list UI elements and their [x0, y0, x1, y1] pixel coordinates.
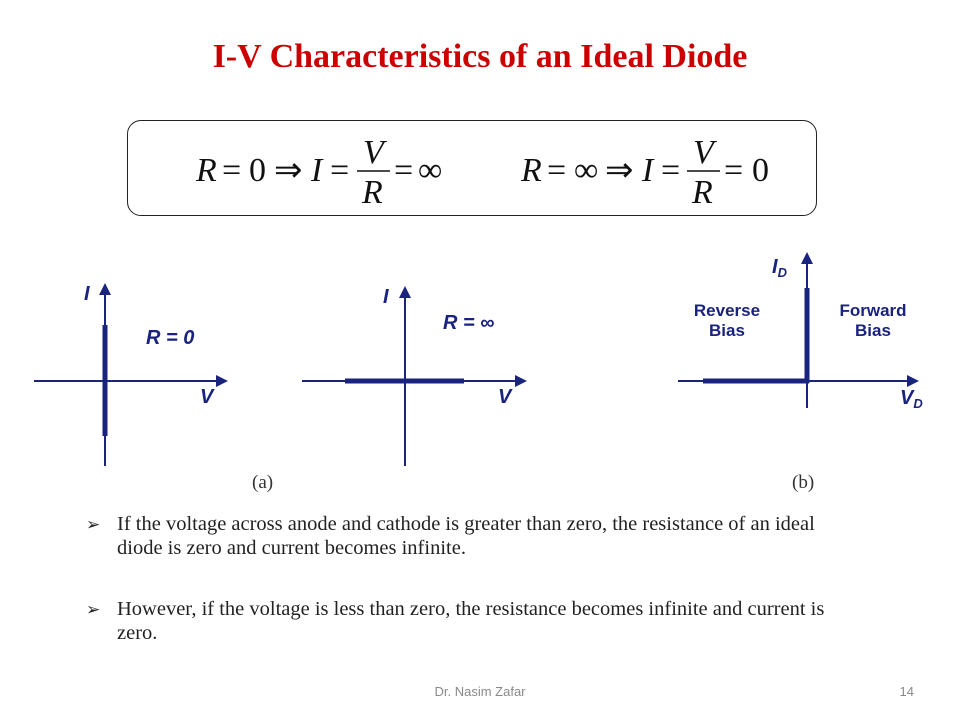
- eq-right-r: R: [521, 152, 542, 189]
- slide-title: I-V Characteristics of an Ideal Diode: [212, 38, 748, 75]
- eq-left-r: R: [196, 152, 217, 189]
- eq-left-result: ∞: [418, 152, 443, 189]
- reverse-bias-label-line1: Reverse: [693, 301, 761, 320]
- eq-left-equals3: =: [394, 152, 414, 189]
- eq-right-numerator: V: [693, 134, 714, 171]
- bullet-list: [86, 512, 846, 682]
- graph-r-zero: [34, 283, 226, 466]
- eq-left-numerator: V: [363, 134, 384, 171]
- caption-a: (a): [252, 472, 274, 493]
- eq-right-equals3: =: [724, 152, 744, 189]
- equation-box: [127, 120, 817, 216]
- equations-svg: [128, 121, 818, 217]
- eq-left-i: I: [311, 152, 323, 189]
- eq-right-result: 0: [752, 152, 769, 189]
- iv-graphs: [0, 240, 960, 500]
- graph1-r-label: R = 0: [146, 327, 195, 349]
- graph1-x-label: V: [200, 386, 214, 408]
- graph3-x-label: $V_D$: [900, 387, 923, 411]
- bullet-item: [86, 597, 846, 645]
- eq-left-equals1: =: [222, 152, 242, 189]
- graph2-y-label: I: [383, 286, 389, 308]
- reverse-bias-label-line2: Bias: [709, 321, 745, 340]
- arrow-bullet-icon: ➢: [86, 600, 101, 620]
- eq-right-denominator: R: [692, 174, 713, 211]
- graph1-y-label: I: [84, 283, 90, 305]
- eq-left-r-value: 0: [249, 152, 266, 189]
- eq-left-equals2: =: [330, 152, 350, 189]
- arrow-bullet-icon: ➢: [86, 515, 101, 535]
- forward-bias-label-line2: Bias: [855, 321, 891, 340]
- graph-ideal-diode: [678, 254, 923, 411]
- forward-bias-label-line1: Forward: [839, 301, 907, 320]
- bullet-item: [86, 512, 846, 560]
- page-number: 14: [899, 684, 914, 699]
- eq-left-denominator: R: [362, 174, 383, 211]
- eq-left-implies: ⇒: [274, 152, 303, 189]
- eq-right-r-value: ∞: [574, 152, 599, 189]
- footer-author: Dr. Nasim Zafar: [434, 684, 526, 699]
- eq-right-equals2: =: [661, 152, 681, 189]
- graph2-x-label: V: [498, 386, 512, 408]
- caption-b: (b): [792, 472, 815, 493]
- graph3-y-label: $I_D$: [772, 256, 787, 280]
- eq-right-i: I: [642, 152, 654, 189]
- eq-right-implies: ⇒: [605, 152, 634, 189]
- bullet-text: However, if the voltage is less than zero, the resistance becomes infinite and current is zero.: [117, 598, 825, 644]
- graph-r-infinity: [302, 286, 525, 466]
- eq-right-equals1: =: [547, 152, 567, 189]
- graph2-r-label: R = ∞: [443, 312, 495, 334]
- bullet-text: If the voltage across anode and cathode is greater than zero, the resistance of an ideal diode is zero and current becomes infinite.: [117, 513, 815, 559]
